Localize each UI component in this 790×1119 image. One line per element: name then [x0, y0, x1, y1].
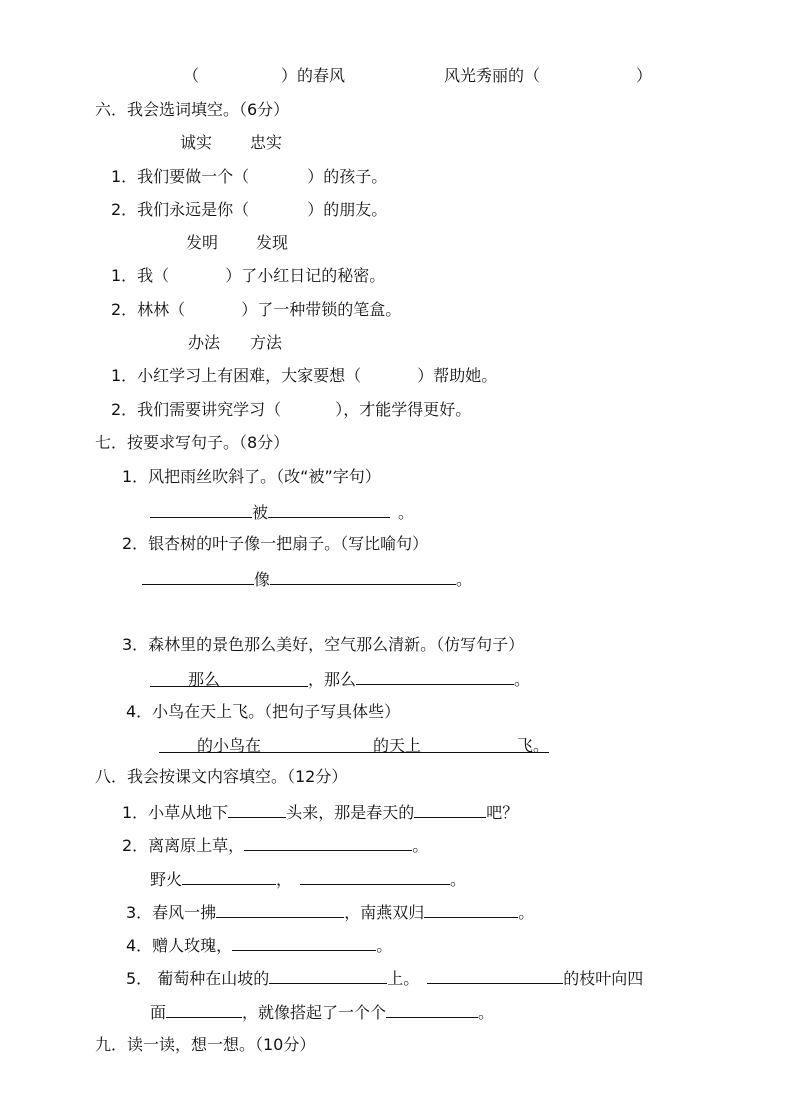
text: ）的朋友。 — [307, 200, 388, 219]
text: 2．离离原上草， — [122, 836, 245, 855]
answer-blank[interactable] — [356, 667, 514, 685]
text: 。 — [376, 936, 393, 955]
question: 2．银杏树的叶子像一把扇子。（写比喻句） — [122, 534, 429, 553]
section-8-title: 八．我会按课文内容填空。（12分） — [95, 767, 348, 786]
section-9-title: 九．读一读，想一想。（10分） — [95, 1035, 316, 1054]
answer-blank[interactable] — [166, 1000, 242, 1018]
text: 头来，那是春天的 — [286, 803, 415, 822]
answer-blank[interactable] — [427, 966, 563, 984]
text: ），才能学得更好。 — [335, 400, 472, 419]
text: 那么 — [188, 670, 221, 689]
text: 2．我们永远是你（ — [111, 200, 250, 219]
text: ）的孩子。 — [307, 167, 388, 186]
text: 4．赠人玫瑰， — [126, 936, 233, 955]
question — [111, 365, 497, 387]
text: ， — [276, 870, 293, 889]
question — [150, 867, 466, 891]
question — [111, 299, 401, 321]
text: 的小鸟在 — [197, 736, 262, 755]
text: 。 — [412, 836, 429, 855]
question: 1．风把雨丝吹斜了。（改“被”字句） — [122, 467, 381, 486]
answer-line — [150, 667, 530, 691]
word: 发明 — [186, 233, 219, 252]
answer-line — [159, 735, 549, 757]
word: 方法 — [250, 333, 283, 352]
text: 1．小红学习上有困难，大家要想（ — [111, 366, 362, 385]
answer-blank[interactable] — [216, 900, 344, 918]
text: 1．小草从地下 — [122, 803, 229, 822]
section-7-title: 七．按要求写句子。（8分） — [95, 433, 290, 452]
sec5-tail-line-b — [444, 65, 652, 87]
sec5-tail-line — [183, 65, 345, 87]
answer-blank[interactable] — [270, 567, 456, 585]
text: 像 — [254, 570, 271, 589]
text: 。 — [514, 670, 531, 689]
text: 上。 — [387, 969, 420, 988]
answer-blank[interactable] — [159, 735, 549, 753]
text: 面 — [150, 1003, 167, 1022]
text: ，那么 — [308, 670, 357, 689]
text: 。 — [450, 870, 467, 889]
question — [111, 199, 387, 221]
answer-line — [150, 500, 414, 524]
answer-blank[interactable] — [228, 800, 286, 818]
text: 的天上 — [373, 736, 422, 755]
text: 。 — [478, 1003, 495, 1022]
question — [126, 966, 643, 990]
word: 办法 — [188, 333, 221, 352]
answer-blank[interactable] — [244, 833, 412, 851]
text: 飞。 — [517, 736, 550, 755]
answer-line — [142, 567, 472, 591]
text: 被 — [252, 503, 269, 522]
text: 风光秀丽的（ — [444, 66, 541, 85]
answer-blank[interactable] — [150, 669, 308, 687]
answer-blank[interactable] — [232, 933, 376, 951]
text: ）的春风 — [281, 66, 346, 85]
question — [111, 166, 387, 188]
text: 。 — [518, 903, 535, 922]
text: 吧？ — [486, 803, 519, 822]
word: 诚实 — [180, 133, 213, 152]
question — [126, 933, 392, 957]
question — [111, 265, 385, 287]
answer-blank[interactable] — [424, 900, 518, 918]
question: 3．森林里的景色那么美好，空气那么清新。（仿写句子） — [122, 635, 525, 654]
text: 野火 — [150, 870, 183, 889]
answer-blank[interactable] — [269, 966, 387, 984]
text: ）帮助她。 — [417, 366, 498, 385]
text: ） — [636, 66, 653, 85]
text: 的枝叶向四 — [563, 969, 644, 988]
text: 2．我们需要讲究学习（ — [111, 400, 282, 419]
answer-blank[interactable] — [150, 500, 252, 518]
answer-blank[interactable] — [386, 1000, 478, 1018]
text: 1．我（ — [111, 266, 170, 285]
text: 2．林林（ — [111, 300, 186, 319]
text: ，南燕双归 — [344, 903, 425, 922]
section-6-title: 六．我会选词填空。（6分） — [95, 100, 290, 119]
word-choices-1 — [180, 132, 282, 154]
question — [150, 1000, 494, 1024]
word-choices-2 — [186, 232, 288, 254]
word-choices-3 — [188, 332, 282, 354]
text: 1．我们要做一个（ — [111, 167, 250, 186]
text: 3．春风一拂 — [126, 903, 217, 922]
question — [122, 833, 428, 857]
text: 5． 葡萄种在山坡的 — [126, 969, 270, 988]
text: ）了一种带锁的笔盒。 — [241, 300, 402, 319]
text: ，就像搭起了一个个 — [242, 1003, 387, 1022]
answer-blank[interactable] — [300, 867, 450, 885]
text: 。 — [398, 503, 415, 522]
answer-blank[interactable] — [142, 567, 254, 585]
question — [126, 900, 534, 924]
question — [111, 399, 471, 421]
word: 发现 — [256, 233, 289, 252]
answer-blank[interactable] — [414, 800, 486, 818]
word: 忠实 — [250, 133, 283, 152]
text: 。 — [456, 570, 473, 589]
text: （ — [183, 66, 200, 85]
question: 4．小鸟在天上飞。（把句子写具体些） — [126, 702, 401, 721]
answer-blank[interactable] — [268, 500, 390, 518]
answer-blank[interactable] — [182, 867, 276, 885]
text: ）了小红日记的秘密。 — [225, 266, 386, 285]
question — [122, 800, 518, 824]
